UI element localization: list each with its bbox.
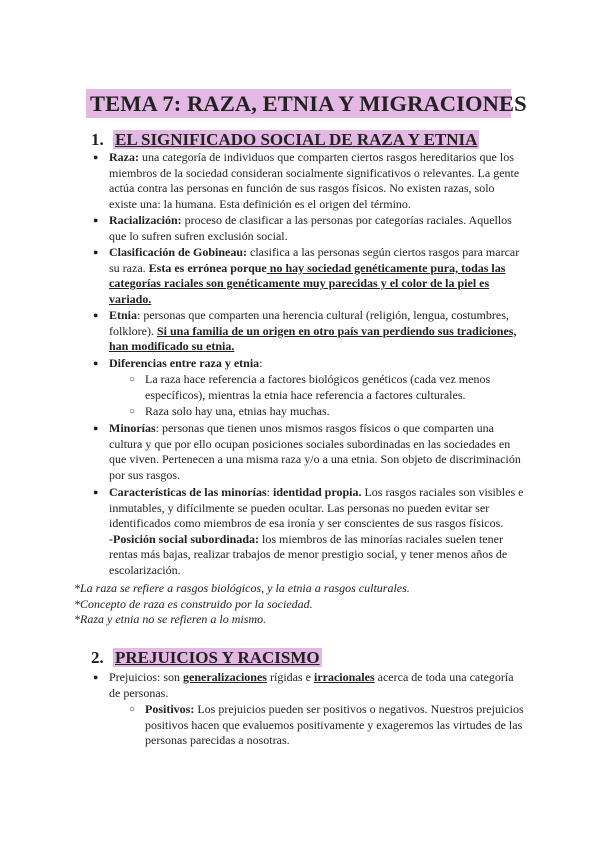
- section-heading-2: [91, 646, 322, 669]
- bullet-icon: ●: [93, 358, 99, 368]
- list-item-diferencias: Diferencias entre raza y etnia:: [109, 356, 263, 370]
- term-raza: Raza:: [109, 150, 139, 164]
- list-item-racializacion: Racialización: proceso de clasificar a las personas por categorías raciales. Aquellos que lo sufren sufren exclusión social.: [109, 213, 512, 243]
- sub-item-diferencias-2: Raza solo hay una, etnias hay muchas.: [145, 404, 330, 418]
- bullet-icon: ●: [93, 672, 99, 682]
- bullet-icon: ●: [93, 487, 99, 497]
- term-caracteristicas: Características de las minorías: [109, 485, 267, 499]
- term-diferencias: Diferencias entre raza y etnia: [109, 356, 260, 370]
- bullet-icon: ●: [93, 152, 99, 162]
- sub-item-positivos: Positivos: Los prejuicios pueden ser positivos o negativos. Nuestros prejuicios positivos hacen que evaluemos positivamente y exageremos las virtudes de las personas parecidas a nosotras.: [145, 702, 524, 748]
- bullet-icon: ●: [93, 247, 99, 257]
- term-positivos: Positivos:: [145, 702, 195, 716]
- term-gobineau: Clasificación de Gobineau:: [109, 245, 248, 259]
- section-heading-1: [91, 128, 479, 151]
- note: *Concepto de raza es construido por la sociedad.: [74, 596, 313, 611]
- section-number: 1.: [91, 130, 104, 149]
- document-title: TEMA 7: RAZA, ETNIA Y MIGRACIONES: [86, 89, 511, 118]
- circle-bullet-icon: ○: [129, 374, 136, 385]
- list-item-etnia: Etnia: personas que comparten una herencia cultural (religión, lengua, costumbres, folklore). Si una familia de un origen en otro país van perdiendo sus tradiciones, han modificado su etnia.: [109, 308, 517, 354]
- note: *La raza se refiere a rasgos biológicos, y la etnia a rasgos culturales.: [74, 581, 410, 595]
- sub-item-diferencias-1: La raza hace referencia a factores biológicos genéticos (cada vez menos específicos), mientras la etnia hace referencia a factores culturales.: [145, 372, 491, 402]
- term-racializacion: Racialización:: [109, 213, 182, 227]
- section-title: PREJUICIOS Y RACISMO: [115, 648, 320, 667]
- term-etnia: Etnia: [109, 308, 138, 322]
- circle-bullet-icon: ○: [129, 406, 136, 417]
- note: *Raza y etnia no se refieren a lo mismo.: [74, 612, 267, 627]
- bullet-icon: ●: [93, 215, 99, 225]
- section-title: EL SIGNIFICADO SOCIAL DE RAZA Y ETNIA: [115, 130, 478, 149]
- circle-bullet-icon: ○: [129, 704, 136, 715]
- bullet-icon: ●: [93, 423, 99, 433]
- notes-block: [74, 581, 534, 628]
- list-item-minorias: Minorías: personas que tienen unos mismos rasgos físicos o que comparten una cultura y que por ello ocupan posiciones sociales subordinadas en las sociedades en que viven. Pertenecen a una misma raza y/o a una etnia. Son objeto de discriminación por sus rasgos.: [109, 421, 521, 482]
- list-item-gobineau: Clasificación de Gobineau: clasifica a las personas según ciertos rasgos para marcar su raza. Esta es errónea porque no hay sociedad genéticamente pura, todas las categorías raciales son genéticamente muy parecidas y el color de la piel es variado.: [109, 245, 520, 306]
- list-item-caracteristicas: Características de las minorías: identidad propia. Los rasgos raciales son visibles e inmutables, y difícilmente se pueden ocultar. Las personas no pueden evitar ser identificados como miembros de esa ironía y ser conscientes de sus rasgos físicos. -Posición social subordinada: los miembros de las minorías raciales suelen tener rentas más bajas, realizar trabajos de menor prestigio social, y tener menos años de escolarización.: [109, 485, 524, 577]
- section-number: 2.: [91, 648, 104, 667]
- list-item-raza: Raza: una categoría de individuos que comparten ciertos rasgos hereditarios que los miembros de la sociedad consideran socialmente significativos o relevantes. La gente actúa contra las personas en función de sus rasgos físicos. No existen razas, solo existe una: la humana. Esta definición es el origen del término.: [109, 150, 520, 211]
- term-minorias: Minorías: [109, 421, 156, 435]
- list-item-prejuicios: Prejuicios: son generalizaciones rígidas e irracionales acerca de toda una categoría de personas.: [109, 670, 514, 700]
- bullet-icon: ●: [93, 310, 99, 320]
